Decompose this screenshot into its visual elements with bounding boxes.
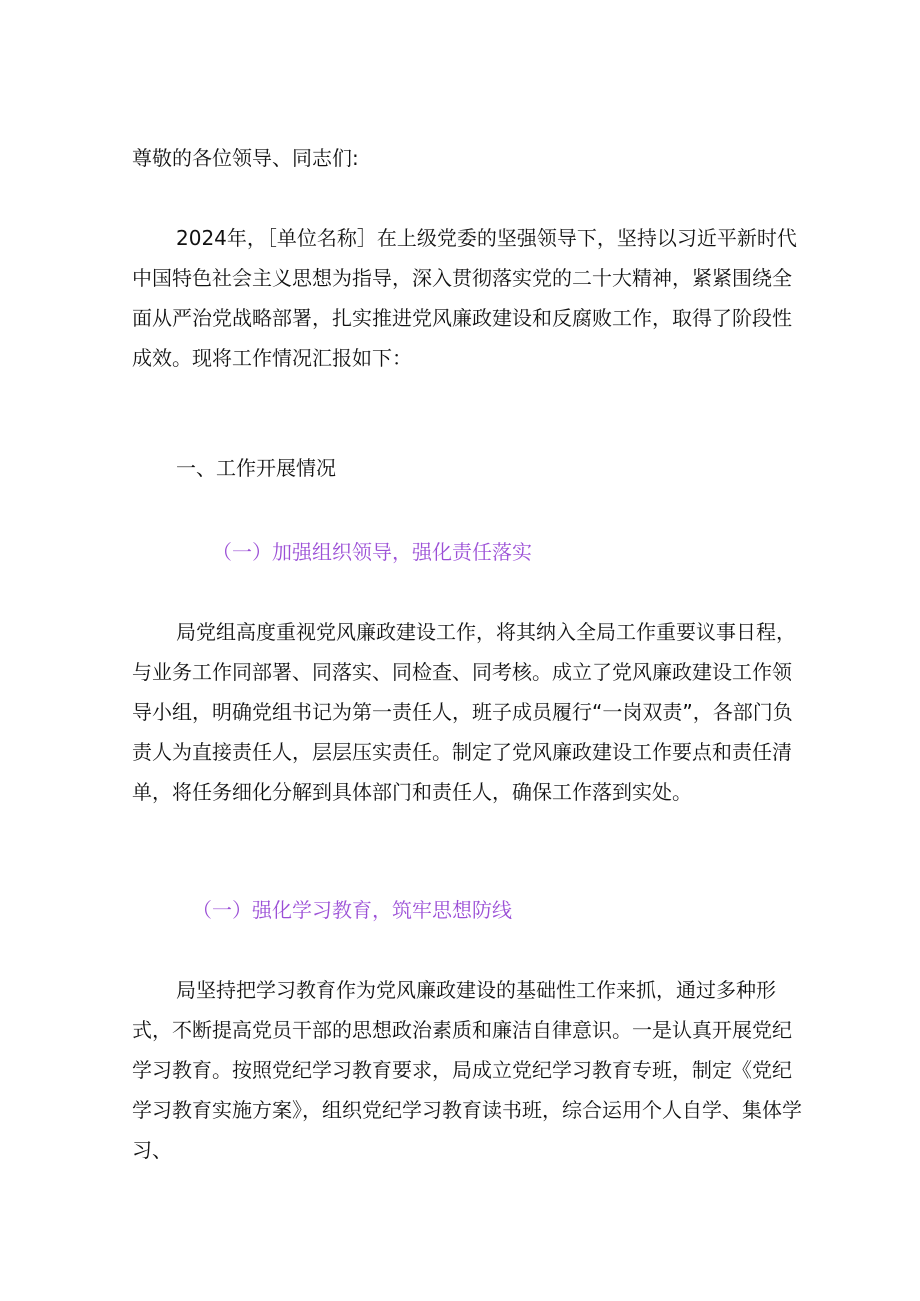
paragraph-organization-leadership: 局党组高度重视党风廉政建设工作，将其纳入全局工作重要议事日程，与业务工作同部署、同落实、同检查、同考核。成立了党风廉政建设工作领导小组，明确党组书记为第一责任人，班子成员履行“一岗双责”，各部门负责人为直接责任人，层层压实责任。制定了党风廉政建设工作要点和责任清单，将任务细化分解到具体部门和责任人，确保工作落到实处。 xyxy=(132,620,796,804)
intro-paragraph: 2024年，［单位名称］在上级党委的坚强领导下，坚持以习近平新时代中国特色社会主义思想为指导，深入贯彻落实党的二十大精神，紧紧围绕全面从严治党战略部署，扎实推进党风廉政建设和反腐败工作，取得了阶段性成效。现将工作情况汇报如下： xyxy=(132,226,797,370)
subheading-study-education: （一）强化学习教育，筑牢思想防线 xyxy=(192,898,512,922)
subheading-organization-leadership: （一）加强组织领导，强化责任落实 xyxy=(212,540,532,564)
section-heading-work-progress: 一、工作开展情况 xyxy=(176,456,336,480)
paragraph-study-education: 局坚持把学习教育作为党风廉政建设的基础性工作来抓，通过多种形式，不断提高党员干部的思想政治素质和廉洁自律意识。一是认真开展党纪学习教育。按照党纪学习教育要求，局成立党纪学习教育专班，制定《党纪学习教育实施方案》，组织党纪学习教育读书班，综合运用个人自学、集体学习、 xyxy=(132,978,802,1162)
salutation: 尊敬的各位领导、同志们: xyxy=(132,146,359,170)
